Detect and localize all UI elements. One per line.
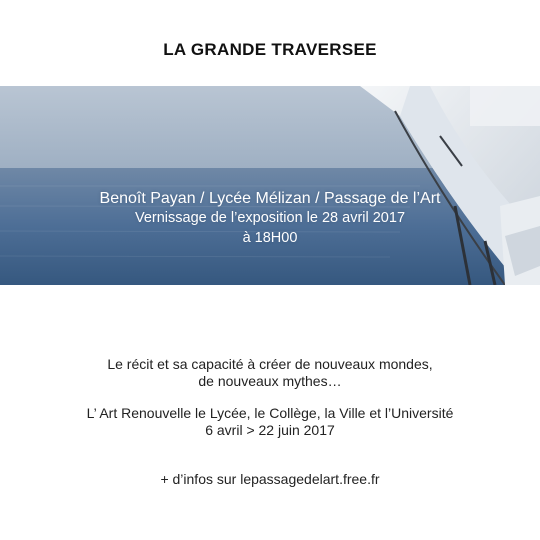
banner-vernissage-date: Vernissage de l’exposition le 28 avril 2017	[134, 210, 406, 226]
event-title: L’ Art Renouvelle le Lycée, le Collège, la Ville et l’Université	[86, 405, 454, 421]
banner-photo	[0, 86, 540, 285]
event-dates: 6 avril > 22 juin 2017	[205, 422, 335, 438]
description-line-1: Le récit et sa capacité à créer de nouveaux mondes,	[107, 356, 433, 372]
banner-vernissage-time: à 18H00	[242, 230, 298, 246]
description-line-2: de nouveaux mythes…	[198, 373, 342, 389]
sea-sailboat-image	[0, 86, 540, 285]
more-info-link[interactable]: + d’infos sur lepassagedelart.free.fr	[160, 471, 380, 487]
page-title: LA GRANDE TRAVERSEE	[163, 40, 377, 59]
banner-organizers: Benoît Payan / Lycée Mélizan / Passage de l’Art	[99, 190, 441, 207]
